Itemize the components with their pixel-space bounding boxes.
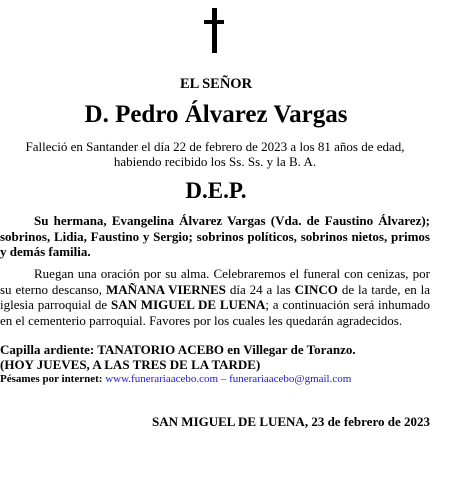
- prayer-time: CINCO: [294, 281, 338, 297]
- signoff-place-date: SAN MIGUEL DE LUENA, 23 de febrero de 2023: [152, 414, 430, 429]
- deceased-name: D. Pedro Álvarez Vargas: [84, 101, 348, 128]
- chapel-today-line: (HOY JUEVES, A LAS TRES DE LA TARDE): [0, 357, 261, 372]
- dep-heading: D.E.P.: [185, 178, 247, 203]
- email-link[interactable]: funerariaacebo@gmail.com: [229, 373, 352, 385]
- death-notice-line-2: habiendo recibido los Ss. Ss. y la B. A.: [113, 154, 317, 169]
- prayer-tomorrow: MAÑANA VIERNES: [105, 281, 226, 297]
- family-text: Su hermana, Evangelina Álvarez Vargas (Vda. de Faustino Álvarez); sobrinos, Lidia, Faustino y Sergio; sobrinos políticos, sobrinos nietos, primos y demás familia.: [0, 213, 430, 259]
- prayer-part-3: de la tarde, en la iglesia parroquial de: [0, 281, 431, 312]
- prayer-part-1: Ruegan una oración por su alma. Celebraremos el funeral con cenizas, por su eterno descanso,: [0, 266, 430, 297]
- condolences-label: Pésames por internet:: [0, 373, 103, 385]
- condolences-line: [0, 372, 351, 387]
- deceased-title: EL SEÑOR: [179, 76, 253, 92]
- death-notice: [10, 139, 420, 169]
- website-link[interactable]: www.funerariaacebo.com: [105, 373, 219, 385]
- prayer-place: SAN MIGUEL DE LUENA: [111, 297, 266, 312]
- chapel-line: Capilla ardiente: TANATORIO ACEBO en Villegar de Toranzo.: [0, 342, 356, 357]
- prayer-part-4: ; a continuación será inhumado en el cementerio parroquial. Favores por los cuales les quedarán agradecidos.: [0, 297, 430, 328]
- prayer-paragraph: [0, 266, 430, 328]
- latin-cross-icon: [204, 8, 224, 53]
- condolences-separator: –: [220, 373, 227, 385]
- prayer-part-2: día 24 a las: [225, 281, 295, 297]
- family-paragraph: [0, 213, 430, 260]
- death-notice-line-1: Falleció en Santander el día 22 de febrero de 2023 a los 81 años de edad,: [25, 139, 405, 154]
- cross-vertical-bar: [212, 8, 217, 53]
- cross-horizontal-bar: [204, 20, 224, 24]
